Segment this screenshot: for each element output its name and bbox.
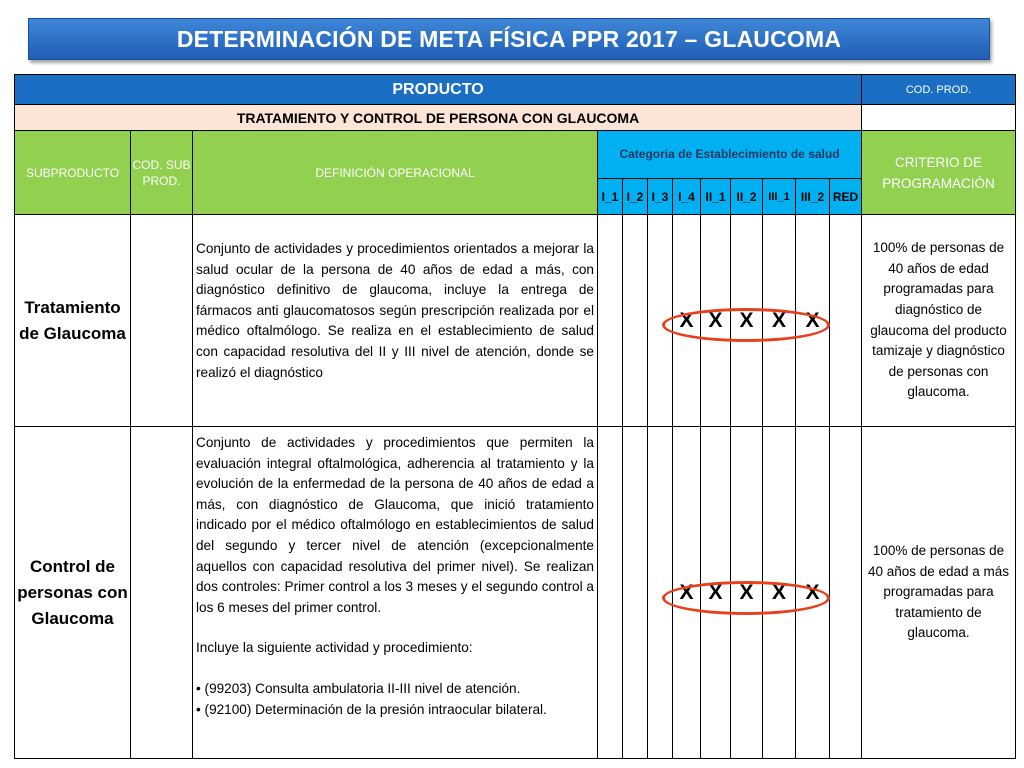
subproducto-label: SUBPRODUCTO	[15, 131, 131, 215]
categoria-ii2: II_2	[731, 179, 763, 215]
definicion-paragraph: Conjunto de actividades y procedimientos que permiten la evaluación integral oftalmológica, adherencia al tratamiento y la evolución de la enfermedad de la persona de 40 años de edad a más, con diagnóstico de Glaucoma, que inició tratamiento indicado por el médico oftalmólogo en establecimientos de salud del segundo y tercer nivel de atención (excepcionalmente aquellos con capacidad resolutiva del primer nivel). Se realizan dos controles: Primer control a los 3 meses y el segundo control a los 6 meses del primer control.	[196, 435, 594, 615]
page-title-bar	[28, 18, 990, 60]
x-mark: X	[679, 580, 694, 604]
producto-label: PRODUCTO	[15, 75, 862, 105]
definicion-paragraph: Incluye la siguiente actividad y procedimiento:	[196, 640, 473, 656]
categoria-i1: I_1	[598, 179, 623, 215]
definicion-bullet: • (99203) Consulta ambulatoria II-III nivel de atención.	[196, 680, 521, 696]
categoria-i4: I_4	[673, 179, 701, 215]
x-mark: X	[739, 580, 754, 604]
producto-value: TRATAMIENTO Y CONTROL DE PERSONA CON GLAUCOMA	[15, 105, 862, 131]
definicion-bullet: • (92100) Determinación de la presión intraocular bilateral.	[196, 701, 547, 717]
x-mark: X	[771, 580, 787, 604]
highlight-oval	[662, 581, 830, 615]
x-mark: X	[739, 308, 754, 332]
cod-prod-label: COD. PROD.	[862, 75, 1016, 105]
table-row	[15, 215, 1016, 427]
producto-header-row	[15, 75, 1016, 105]
categoria-iii2: III_2	[796, 179, 830, 215]
mark-cell	[598, 215, 623, 427]
cod-sub-prod-label: COD. SUB PROD.	[131, 131, 193, 215]
x-mark: X	[708, 308, 723, 332]
mark-cell	[830, 427, 862, 759]
cod-prod-value	[862, 105, 1016, 131]
highlight-oval	[662, 308, 830, 342]
mark-cell	[623, 427, 648, 759]
x-mark: X	[805, 580, 820, 604]
producto-value-row	[15, 105, 1016, 131]
categoria-ii1: II_1	[701, 179, 731, 215]
page-title: DETERMINACIÓN DE META FÍSICA PPR 2017 – GLAUCOMA	[176, 25, 842, 52]
criterio-text: 100% de personas de 40 años de edad a más programadas para tratamiento de glaucoma.	[862, 427, 1016, 759]
cod-sub-prod-value	[131, 427, 193, 759]
categoria-i3: I_3	[648, 179, 673, 215]
x-mark: X	[679, 308, 694, 332]
mark-cell	[598, 427, 623, 759]
x-mark: X	[771, 308, 787, 332]
x-mark: X	[805, 308, 820, 332]
criterio-text: 100% de personas de 40 años de edad programadas para diagnóstico de glaucoma del producto tamizaje y diagnóstico de personas con glaucoma.	[862, 215, 1016, 427]
categoria-iii1: III_1	[763, 179, 796, 215]
definicion-text	[193, 427, 598, 759]
mark-cell	[623, 215, 648, 427]
meta-fisica-table	[14, 74, 1016, 759]
criterio-label: CRITERIO DE PROGRAMACIÓN	[862, 131, 1016, 215]
subproducto-name: Control de personas con Glaucoma	[15, 427, 131, 759]
categoria-label: Categoria de Establecimiento de salud	[598, 131, 862, 179]
definicion-text: Conjunto de actividades y procedimientos orientados a mejorar la salud ocular de la persona de 40 años de edad a más, con diagnóstico definitivo de glaucoma, incluye la entrega de fármacos anti glaucomatosos según prescripción realizada por el médico oftalmólogo. Se realiza en el establecimiento de salud con capacidad resolutiva del II y III nivel de atención, donde se realizó el diagnóstico	[193, 215, 598, 427]
x-mark: X	[708, 580, 723, 604]
mark-cell	[830, 215, 862, 427]
definicion-label: DEFINICIÓN OPERACIONAL	[193, 131, 598, 215]
table-row	[15, 427, 1016, 759]
subproducto-name: Tratamiento de Glaucoma	[15, 215, 131, 427]
cod-sub-prod-value	[131, 215, 193, 427]
subheader-row	[15, 131, 1016, 179]
categoria-i2: I_2	[623, 179, 648, 215]
categoria-red: RED	[830, 179, 862, 215]
